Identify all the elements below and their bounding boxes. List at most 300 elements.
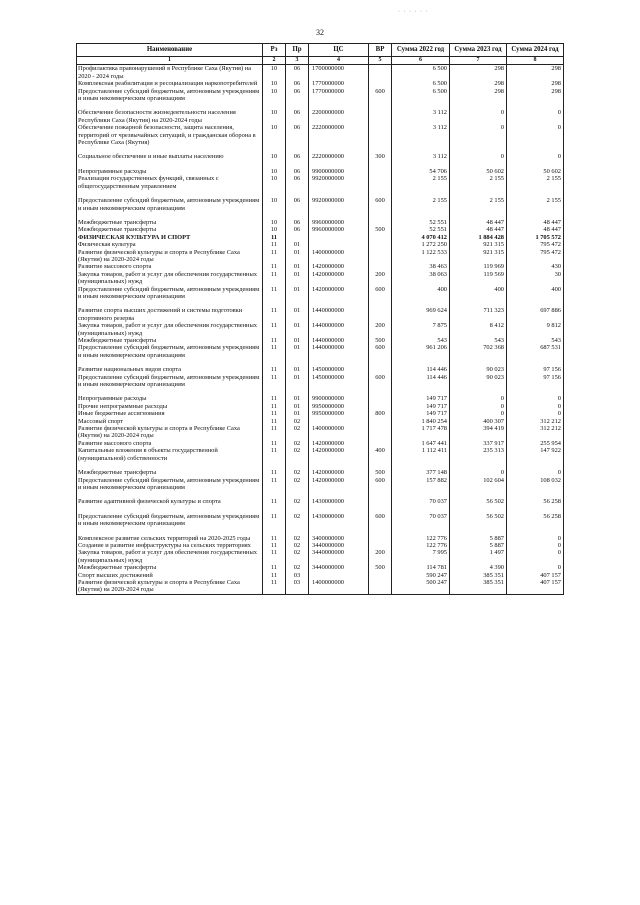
- spacer-cell: [450, 300, 507, 307]
- row-sum-2023: 385 351: [450, 579, 507, 594]
- spacer-cell: [507, 462, 564, 469]
- spacer-cell: [286, 462, 309, 469]
- row-cs: [309, 241, 369, 248]
- row-vr: 600: [369, 88, 392, 103]
- table-row: [77, 366, 564, 373]
- spacer-cell: [369, 300, 392, 307]
- row-pr: 02: [286, 542, 309, 549]
- row-sum-2022: 6 500: [392, 80, 450, 87]
- row-vr: 600: [369, 513, 392, 528]
- row-sum-2023: 1 497: [450, 549, 507, 564]
- row-cs: 1420000000: [309, 271, 369, 286]
- row-sum-2022: 149 717: [392, 403, 450, 410]
- spacer-cell: [286, 506, 309, 513]
- table-row: [77, 241, 564, 248]
- row-sum-2022: 6 500: [392, 65, 450, 80]
- spacer-cell: [507, 359, 564, 366]
- row-sum-2024: 97 156: [507, 366, 564, 373]
- row-pr: 02: [286, 425, 309, 440]
- row-name: Социальное обеспечение и иные выплаты населению: [77, 153, 263, 160]
- row-vr: 600: [369, 477, 392, 492]
- row-pr: 02: [286, 498, 309, 505]
- spacer-cell: [450, 388, 507, 395]
- row-name: Развитие массового спорта: [77, 440, 263, 447]
- row-vr: 600: [369, 344, 392, 359]
- row-sum-2024: 697 886: [507, 307, 564, 322]
- row-sum-2022: 3 112: [392, 124, 450, 146]
- row-sum-2023: 0: [450, 469, 507, 476]
- row-pr: 02: [286, 513, 309, 528]
- row-rz: 11: [263, 307, 286, 322]
- row-name: Предоставление субсидий бюджетным, автономным учреждениям и иным некоммерческим организациям: [77, 286, 263, 301]
- spacer-cell: [263, 388, 286, 395]
- table-row: [77, 425, 564, 440]
- spacer-cell: [507, 146, 564, 153]
- row-rz: 11: [263, 286, 286, 301]
- row-sum-2023: 5 887: [450, 542, 507, 549]
- row-sum-2024: 298: [507, 65, 564, 80]
- row-sum-2024: 108 032: [507, 477, 564, 492]
- row-sum-2024: 56 258: [507, 498, 564, 505]
- row-sum-2022: 1 272 250: [392, 241, 450, 248]
- row-vr: [369, 403, 392, 410]
- row-sum-2023: 4 390: [450, 564, 507, 571]
- table-row: [77, 513, 564, 528]
- row-name: Комплексное развитие сельских территорий на 2020-2025 годы: [77, 535, 263, 542]
- row-sum-2024: 30: [507, 271, 564, 286]
- row-rz: 10: [263, 124, 286, 146]
- row-name: Развитие физической культуры и спорта в Республике Саха (Якутия) на 2020-2024 годы: [77, 249, 263, 264]
- row-cs: 9920000000: [309, 197, 369, 212]
- spacer-cell: [369, 462, 392, 469]
- spacer-cell: [77, 190, 263, 197]
- row-sum-2023: 0: [450, 153, 507, 160]
- row-sum-2022: 1 122 533: [392, 249, 450, 264]
- header-rz: Рз: [263, 44, 286, 57]
- row-sum-2022: 6 500: [392, 88, 450, 103]
- row-pr: 03: [286, 579, 309, 594]
- row-sum-2024: 687 531: [507, 344, 564, 359]
- row-name: Развитие физической культуры и спорта в Республике Саха (Якутия) на 2020-2024 годы: [77, 425, 263, 440]
- row-cs: 2200000000: [309, 109, 369, 124]
- row-sum-2023: 298: [450, 65, 507, 80]
- row-sum-2022: 149 717: [392, 395, 450, 402]
- row-sum-2024: 9 812: [507, 322, 564, 337]
- row-pr: [286, 234, 309, 241]
- budget-table: [76, 43, 564, 595]
- row-vr: [369, 579, 392, 594]
- spacer-cell: [309, 146, 369, 153]
- row-name: Предоставление субсидий бюджетным, автономным учреждениям и иным некоммерческим организациям: [77, 197, 263, 212]
- row-sum-2024: 255 954: [507, 440, 564, 447]
- row-name: Межбюджетные трансферты: [77, 226, 263, 233]
- spacer-cell: [369, 146, 392, 153]
- spacer-cell: [369, 212, 392, 219]
- row-vr: 500: [369, 564, 392, 571]
- row-pr: 06: [286, 175, 309, 190]
- row-name: Физическая культура: [77, 241, 263, 248]
- table-row: [77, 572, 564, 579]
- row-sum-2023: 385 351: [450, 572, 507, 579]
- row-vr: 600: [369, 286, 392, 301]
- row-sum-2023: 0: [450, 395, 507, 402]
- spacer-cell: [77, 300, 263, 307]
- row-pr: 02: [286, 477, 309, 492]
- row-vr: [369, 572, 392, 579]
- row-sum-2023: 400 307: [450, 418, 507, 425]
- row-cs: 1770000000: [309, 80, 369, 87]
- row-spacer: [77, 190, 564, 197]
- spacer-cell: [263, 359, 286, 366]
- row-sum-2022: 7 875: [392, 322, 450, 337]
- row-cs: 1440000000: [309, 337, 369, 344]
- row-pr: 06: [286, 197, 309, 212]
- row-cs: 1440000000: [309, 344, 369, 359]
- row-sum-2024: 298: [507, 88, 564, 103]
- spacer-cell: [286, 212, 309, 219]
- row-sum-2022: 4 070 412: [392, 234, 450, 241]
- spacer-cell: [507, 491, 564, 498]
- row-sum-2023: 56 502: [450, 498, 507, 505]
- spacer-cell: [507, 161, 564, 168]
- column-number-row: [77, 57, 564, 65]
- table-row: [77, 263, 564, 270]
- row-cs: 9920000000: [309, 175, 369, 190]
- row-sum-2022: 3 112: [392, 109, 450, 124]
- row-name: Комплексная реабилитация и ресоциализация наркопотребителей: [77, 80, 263, 87]
- row-vr: [369, 168, 392, 175]
- row-sum-2023: 1 884 428: [450, 234, 507, 241]
- row-sum-2022: 377 148: [392, 469, 450, 476]
- row-name: Обеспечение безопасности жизнедеятельности населения Республики Саха (Якутия) на 2020-2024 годы: [77, 109, 263, 124]
- row-cs: 1420000000: [309, 447, 369, 462]
- spacer-cell: [392, 161, 450, 168]
- header-cs: ЦС: [309, 44, 369, 57]
- row-rz: 11: [263, 344, 286, 359]
- row-sum-2024: 0: [507, 124, 564, 146]
- spacer-cell: [369, 528, 392, 535]
- spacer-cell: [309, 528, 369, 535]
- row-sum-2022: 1 717 478: [392, 425, 450, 440]
- row-cs: 1400000000: [309, 249, 369, 264]
- row-vr: 500: [369, 337, 392, 344]
- column-number: 4: [309, 57, 369, 65]
- header-name: Наименование: [77, 44, 263, 57]
- spacer-cell: [369, 190, 392, 197]
- row-sum-2022: 543: [392, 337, 450, 344]
- row-pr: 02: [286, 535, 309, 542]
- row-name: Развитие массового спорта: [77, 263, 263, 270]
- row-sum-2022: 2 155: [392, 175, 450, 190]
- row-rz: 11: [263, 440, 286, 447]
- spacer-cell: [507, 528, 564, 535]
- row-pr: 01: [286, 395, 309, 402]
- spacer-cell: [263, 161, 286, 168]
- row-rz: 10: [263, 109, 286, 124]
- page-number: 32: [316, 28, 324, 37]
- row-rz: 11: [263, 234, 286, 241]
- spacer-cell: [263, 462, 286, 469]
- spacer-cell: [369, 491, 392, 498]
- column-number: 8: [507, 57, 564, 65]
- row-rz: 11: [263, 447, 286, 462]
- row-rz: 11: [263, 513, 286, 528]
- row-sum-2023: 702 368: [450, 344, 507, 359]
- spacer-cell: [369, 102, 392, 109]
- row-sum-2024: 56 258: [507, 513, 564, 528]
- row-rz: 10: [263, 153, 286, 160]
- row-rz: 10: [263, 175, 286, 190]
- row-cs: 1420000000: [309, 440, 369, 447]
- row-name: Предоставление субсидий бюджетным, автономным учреждениям и иным некоммерческим организациям: [77, 374, 263, 389]
- table-row: [77, 477, 564, 492]
- row-sum-2024: 0: [507, 542, 564, 549]
- row-vr: [369, 80, 392, 87]
- row-name: Межбюджетные трансферты: [77, 469, 263, 476]
- row-sum-2022: 590 247: [392, 572, 450, 579]
- row-name: Спорт высших достижений: [77, 572, 263, 579]
- row-pr: 01: [286, 322, 309, 337]
- row-cs: 9950000000: [309, 410, 369, 417]
- spacer-cell: [77, 146, 263, 153]
- row-cs: 9900000000: [309, 395, 369, 402]
- row-cs: 9960000000: [309, 226, 369, 233]
- row-cs: 1420000000: [309, 286, 369, 301]
- row-sum-2023: 337 917: [450, 440, 507, 447]
- row-cs: [309, 572, 369, 579]
- row-pr: 02: [286, 564, 309, 571]
- table-row: [77, 579, 564, 594]
- row-cs: [309, 418, 369, 425]
- row-sum-2023: 5 887: [450, 535, 507, 542]
- row-vr: [369, 241, 392, 248]
- header-sum-2024: Сумма 2024 год: [507, 44, 564, 57]
- spacer-cell: [369, 506, 392, 513]
- row-sum-2023: 2 155: [450, 175, 507, 190]
- row-spacer: [77, 102, 564, 109]
- table-row: [77, 322, 564, 337]
- row-sum-2024: 0: [507, 109, 564, 124]
- row-sum-2024: 312 212: [507, 418, 564, 425]
- table-row: [77, 109, 564, 124]
- row-vr: [369, 234, 392, 241]
- row-sum-2024: 298: [507, 80, 564, 87]
- budget-table-container: [76, 43, 563, 595]
- row-vr: 500: [369, 226, 392, 233]
- row-sum-2023: 8 412: [450, 322, 507, 337]
- row-sum-2022: 149 717: [392, 410, 450, 417]
- spacer-cell: [392, 146, 450, 153]
- row-name: ФИЗИЧЕСКАЯ КУЛЬТУРА И СПОРТ: [77, 234, 263, 241]
- row-pr: 01: [286, 410, 309, 417]
- table-row: [77, 168, 564, 175]
- row-vr: [369, 263, 392, 270]
- spacer-cell: [286, 102, 309, 109]
- table-row: [77, 307, 564, 322]
- spacer-cell: [309, 388, 369, 395]
- row-name: Предоставление субсидий бюджетным, автономным учреждениям и иным некоммерческим организациям: [77, 344, 263, 359]
- row-sum-2024: 0: [507, 535, 564, 542]
- row-sum-2022: 70 037: [392, 513, 450, 528]
- spacer-cell: [392, 528, 450, 535]
- row-sum-2023: 50 602: [450, 168, 507, 175]
- row-sum-2024: 0: [507, 403, 564, 410]
- row-spacer: [77, 491, 564, 498]
- row-vr: [369, 249, 392, 264]
- spacer-cell: [309, 212, 369, 219]
- row-cs: 9900000000: [309, 168, 369, 175]
- row-sum-2022: 3 112: [392, 153, 450, 160]
- table-row: [77, 469, 564, 476]
- table-row: [77, 447, 564, 462]
- row-rz: 11: [263, 425, 286, 440]
- row-cs: 2220000000: [309, 124, 369, 146]
- row-rz: 10: [263, 65, 286, 80]
- row-name: Закупка товаров, работ и услуг для обеспечения государственных (муниципальных) нужд: [77, 271, 263, 286]
- row-vr: [369, 124, 392, 146]
- row-pr: 01: [286, 271, 309, 286]
- table-row: [77, 440, 564, 447]
- spacer-cell: [286, 528, 309, 535]
- row-sum-2023: 235 313: [450, 447, 507, 462]
- row-sum-2024: 0: [507, 564, 564, 571]
- row-vr: 600: [369, 374, 392, 389]
- row-sum-2024: 0: [507, 469, 564, 476]
- row-rz: 11: [263, 249, 286, 264]
- spacer-cell: [77, 359, 263, 366]
- row-sum-2024: 2 155: [507, 197, 564, 212]
- row-pr: 06: [286, 88, 309, 103]
- row-rz: 10: [263, 80, 286, 87]
- column-number: 6: [392, 57, 450, 65]
- row-pr: 06: [286, 226, 309, 233]
- spacer-cell: [286, 190, 309, 197]
- row-vr: [369, 109, 392, 124]
- row-vr: [369, 425, 392, 440]
- row-sum-2024: 430: [507, 263, 564, 270]
- row-rz: 11: [263, 322, 286, 337]
- table-row: [77, 219, 564, 226]
- row-sum-2023: 2 155: [450, 197, 507, 212]
- spacer-cell: [286, 146, 309, 153]
- row-pr: 06: [286, 80, 309, 87]
- spacer-cell: [392, 491, 450, 498]
- row-sum-2023: 0: [450, 124, 507, 146]
- spacer-cell: [77, 161, 263, 168]
- row-pr: 01: [286, 249, 309, 264]
- row-sum-2022: 52 551: [392, 226, 450, 233]
- spacer-cell: [450, 190, 507, 197]
- row-sum-2024: 0: [507, 395, 564, 402]
- spacer-cell: [263, 102, 286, 109]
- table-row: [77, 498, 564, 505]
- spacer-cell: [507, 506, 564, 513]
- row-sum-2023: 543: [450, 337, 507, 344]
- row-sum-2023: 48 447: [450, 219, 507, 226]
- table-row: [77, 249, 564, 264]
- spacer-cell: [309, 506, 369, 513]
- spacer-cell: [77, 462, 263, 469]
- spacer-cell: [392, 300, 450, 307]
- column-number: 1: [77, 57, 263, 65]
- row-name: Закупка товаров, работ и услуг для обеспечения государственных (муниципальных) нужд: [77, 322, 263, 337]
- row-spacer: [77, 528, 564, 535]
- row-sum-2024: 795 472: [507, 249, 564, 264]
- row-cs: 2220000000: [309, 153, 369, 160]
- row-sum-2023: 921 315: [450, 241, 507, 248]
- row-sum-2024: 400: [507, 286, 564, 301]
- row-vr: [369, 65, 392, 80]
- row-sum-2023: 119 969: [450, 263, 507, 270]
- spacer-cell: [263, 528, 286, 535]
- scan-mark: · · · · · ·: [398, 9, 429, 15]
- spacer-cell: [392, 506, 450, 513]
- row-spacer: [77, 388, 564, 395]
- spacer-cell: [263, 212, 286, 219]
- spacer-cell: [392, 190, 450, 197]
- row-sum-2022: 114 781: [392, 564, 450, 571]
- column-number: 5: [369, 57, 392, 65]
- header-pr: Пр: [286, 44, 309, 57]
- spacer-cell: [369, 359, 392, 366]
- table-row: [77, 410, 564, 417]
- row-pr: 01: [286, 374, 309, 389]
- row-sum-2022: 1 647 441: [392, 440, 450, 447]
- row-pr: 01: [286, 337, 309, 344]
- spacer-cell: [450, 359, 507, 366]
- spacer-cell: [507, 212, 564, 219]
- table-row: [77, 564, 564, 571]
- row-pr: 02: [286, 469, 309, 476]
- row-pr: 06: [286, 109, 309, 124]
- table-row: [77, 226, 564, 233]
- row-sum-2023: 0: [450, 109, 507, 124]
- row-sum-2022: 122 776: [392, 535, 450, 542]
- table-row: [77, 271, 564, 286]
- row-sum-2024: 97 156: [507, 374, 564, 389]
- spacer-cell: [77, 506, 263, 513]
- row-sum-2024: 48 447: [507, 219, 564, 226]
- row-pr: 02: [286, 549, 309, 564]
- row-vr: [369, 219, 392, 226]
- row-sum-2023: 90 023: [450, 366, 507, 373]
- row-rz: 11: [263, 498, 286, 505]
- row-sum-2022: 54 706: [392, 168, 450, 175]
- spacer-cell: [309, 102, 369, 109]
- row-cs: 3440000000: [309, 564, 369, 571]
- spacer-cell: [392, 462, 450, 469]
- row-rz: 11: [263, 564, 286, 571]
- row-sum-2022: 38 463: [392, 263, 450, 270]
- row-cs: 1420000000: [309, 469, 369, 476]
- row-rz: 11: [263, 241, 286, 248]
- row-sum-2022: 2 155: [392, 197, 450, 212]
- spacer-cell: [392, 388, 450, 395]
- row-pr: 01: [286, 366, 309, 373]
- row-name: Развитие адаптивной физической культуры и спорта: [77, 498, 263, 505]
- row-sum-2023: 711 323: [450, 307, 507, 322]
- row-vr: [369, 395, 392, 402]
- table-row: [77, 80, 564, 87]
- row-cs: 3400000000: [309, 535, 369, 542]
- spacer-cell: [286, 161, 309, 168]
- row-rz: 10: [263, 219, 286, 226]
- row-cs: 1420000000: [309, 263, 369, 270]
- row-sum-2022: 1 840 254: [392, 418, 450, 425]
- spacer-cell: [77, 388, 263, 395]
- row-sum-2022: 1 112 411: [392, 447, 450, 462]
- row-vr: 200: [369, 271, 392, 286]
